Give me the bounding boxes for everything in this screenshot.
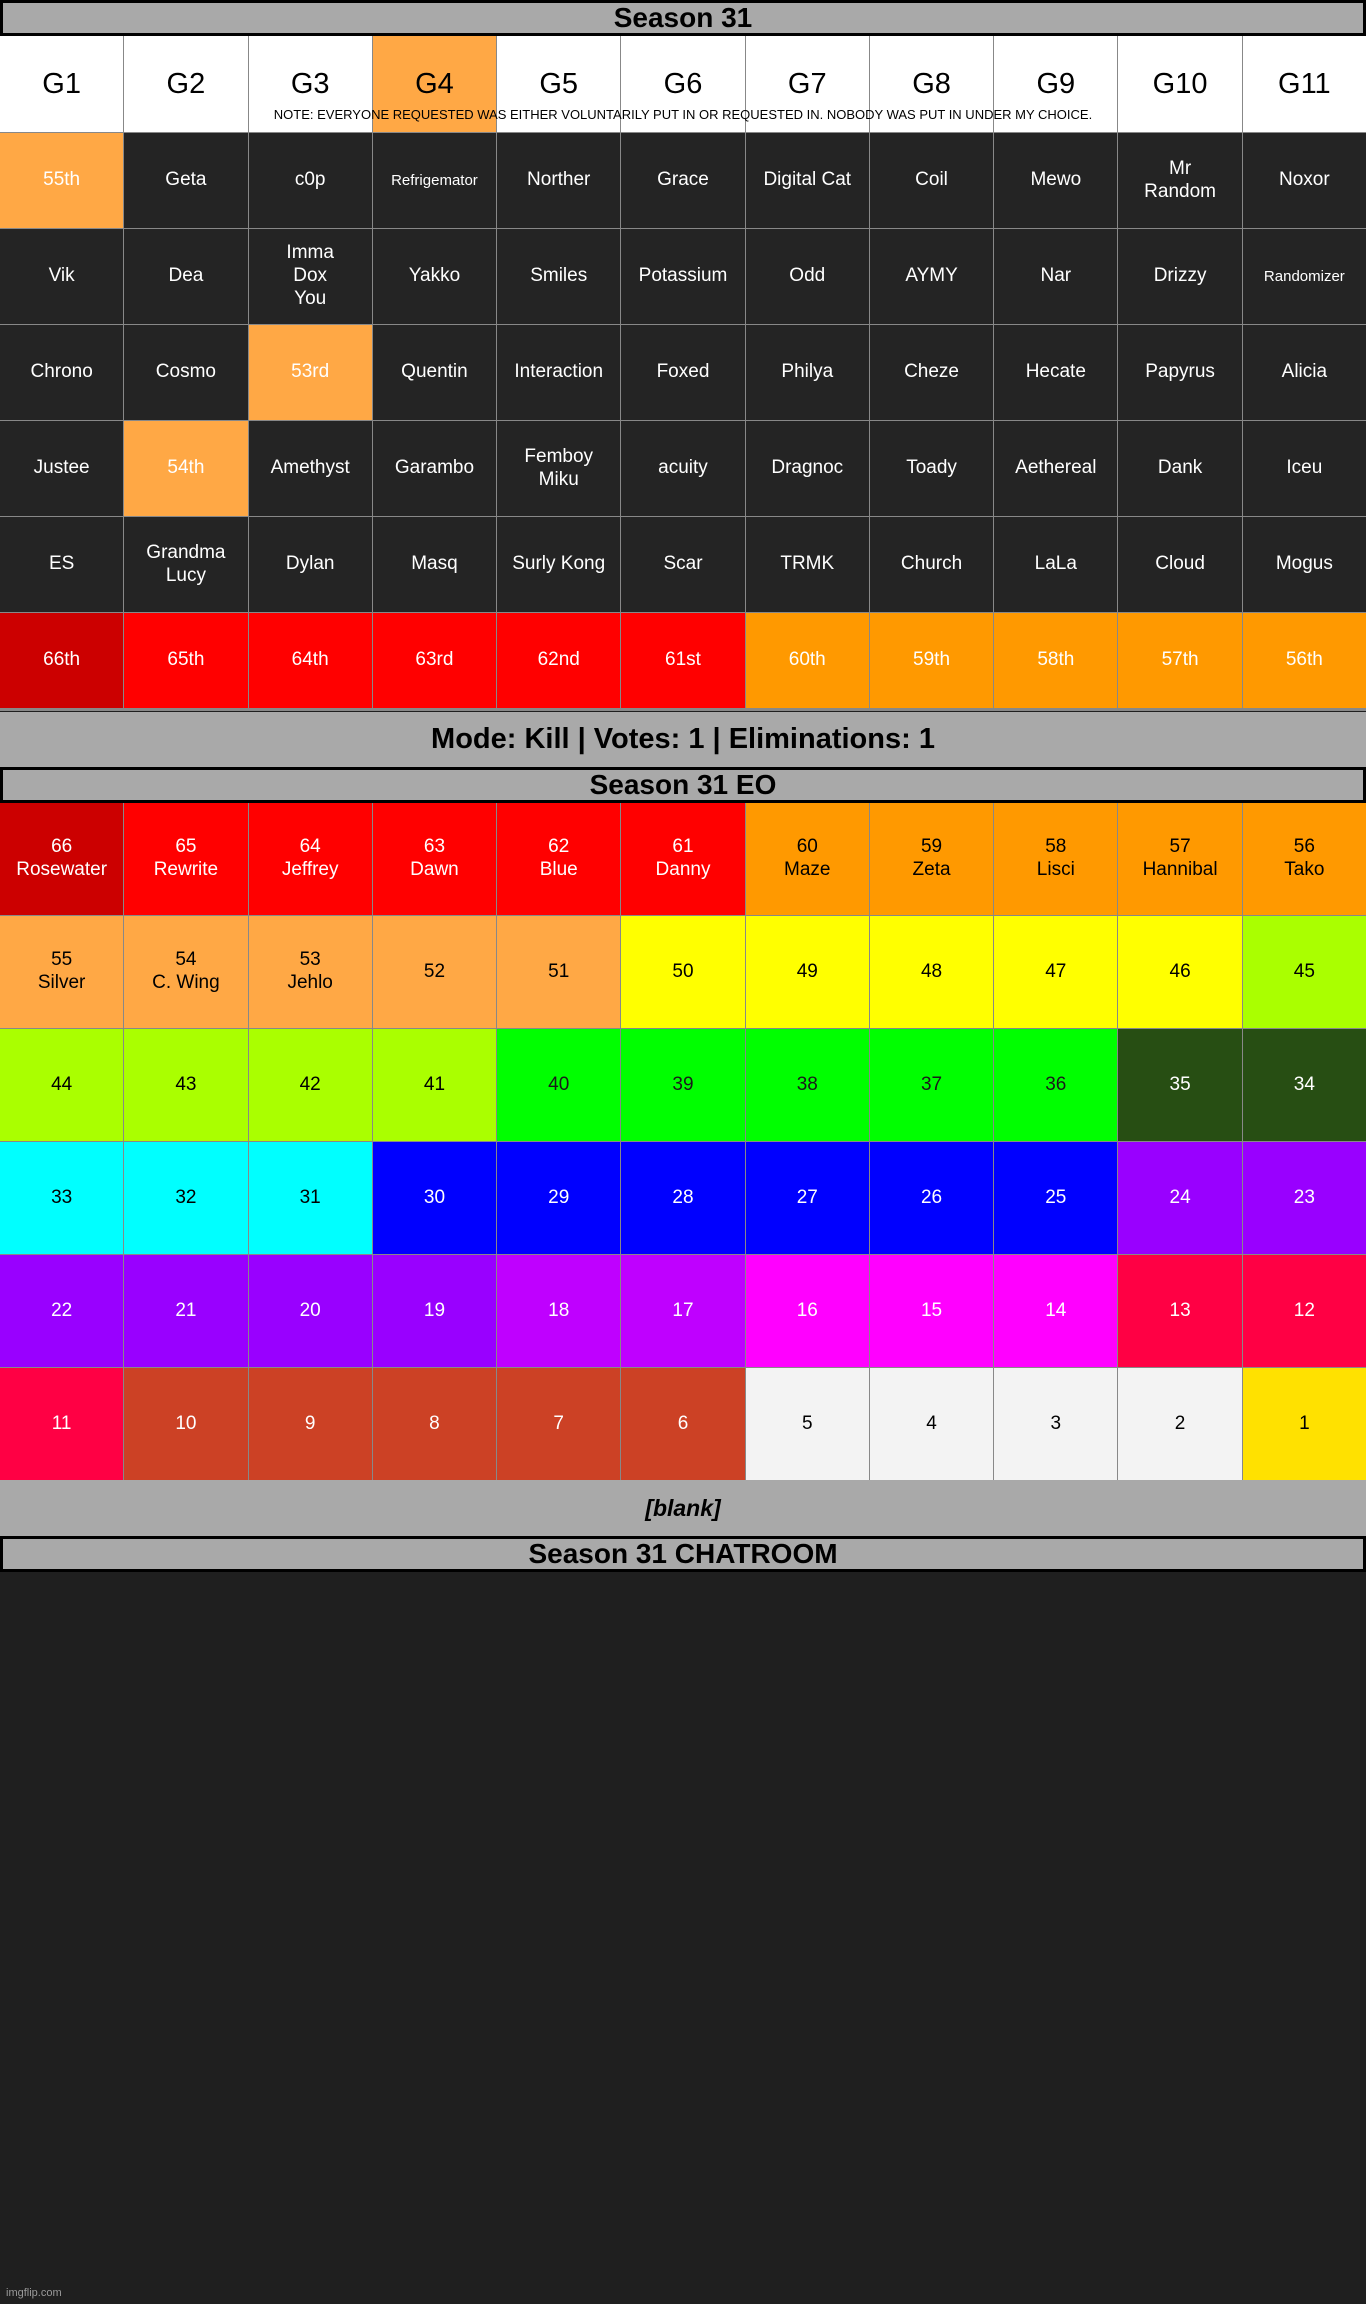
note-text: NOTE: EVERYONE REQUESTED WAS EITHER VOLUNTARILY PUT IN OR REQUESTED IN. NOBODY WAS PUT IN UNDER MY CHOICE.: [273, 107, 1093, 122]
player-cell: TRMK: [746, 517, 869, 612]
eo-rank-cell: 17: [621, 1255, 744, 1367]
player-cell: Drizzy: [1118, 229, 1241, 324]
player-cell: Hecate: [994, 325, 1117, 420]
eo-rank-cell: 66 Rosewater: [0, 803, 123, 915]
eo-rank-cell: 64 Jeffrey: [249, 803, 372, 915]
player-cell: Noxor: [1243, 133, 1366, 228]
eo-rank-cell: 7: [497, 1368, 620, 1480]
eo-rank-cell: 26: [870, 1142, 993, 1254]
eo-rank-cell: 24: [1118, 1142, 1241, 1254]
player-cell: Grace: [621, 133, 744, 228]
player-cell: Scar: [621, 517, 744, 612]
elimination-cell: 56th: [1243, 613, 1366, 708]
player-cell: LaLa: [994, 517, 1117, 612]
eo-rank-cell: 13: [1118, 1255, 1241, 1367]
eo-rank-cell: 20: [249, 1255, 372, 1367]
player-cell: Grandma Lucy: [124, 517, 247, 612]
player-cell: Cosmo: [124, 325, 247, 420]
player-cell: 54th: [124, 421, 247, 516]
player-cell: 53rd: [249, 325, 372, 420]
eo-rank-cell: 48: [870, 916, 993, 1028]
group-header-8: G8: [870, 36, 993, 132]
player-cell: Smiles: [497, 229, 620, 324]
eo-rank-cell: 15: [870, 1255, 993, 1367]
group-header-7: G7: [746, 36, 869, 132]
group-header-9: G9: [994, 36, 1117, 132]
eo-rank-cell: 25: [994, 1142, 1117, 1254]
player-cell: Vik: [0, 229, 123, 324]
player-cell: Odd: [746, 229, 869, 324]
eo-rank-cell: 27: [746, 1142, 869, 1254]
eo-rank-cell: 53 Jehlo: [249, 916, 372, 1028]
player-cell: AYMY: [870, 229, 993, 324]
player-cell: Aethereal: [994, 421, 1117, 516]
eo-rank-cell: 43: [124, 1029, 247, 1141]
eo-rank-cell: 12: [1243, 1255, 1366, 1367]
eo-rank-cell: 31: [249, 1142, 372, 1254]
eo-rank-cell: 11: [0, 1368, 123, 1480]
eo-rank-cell: 45: [1243, 916, 1366, 1028]
player-cell: Justee: [0, 421, 123, 516]
player-cell: Randomizer: [1243, 229, 1366, 324]
group-header-5: G5: [497, 36, 620, 132]
player-cell: Iceu: [1243, 421, 1366, 516]
player-cell: Mogus: [1243, 517, 1366, 612]
eo-rank-cell: 52: [373, 916, 496, 1028]
elimination-cell: 65th: [124, 613, 247, 708]
eo-rank-cell: 28: [621, 1142, 744, 1254]
eo-rank-cell: 8: [373, 1368, 496, 1480]
player-cell: Papyrus: [1118, 325, 1241, 420]
eo-rank-cell: 34: [1243, 1029, 1366, 1141]
eo-rank-cell: 54 C. Wing: [124, 916, 247, 1028]
eo-rank-cell: 58 Lisci: [994, 803, 1117, 915]
eo-rank-cell: 35: [1118, 1029, 1241, 1141]
eo-rank-cell: 37: [870, 1029, 993, 1141]
eo-rank-cell: 61 Danny: [621, 803, 744, 915]
player-cell: Dea: [124, 229, 247, 324]
player-cell: Garambo: [373, 421, 496, 516]
player-cell: Yakko: [373, 229, 496, 324]
eo-rank-cell: 42: [249, 1029, 372, 1141]
eo-rank-cell: 16: [746, 1255, 869, 1367]
eo-rank-cell: 4: [870, 1368, 993, 1480]
mode-bar: Mode: Kill | Votes: 1 | Eliminations: 1: [0, 712, 1366, 767]
eo-rank-cell: 23: [1243, 1142, 1366, 1254]
eo-rank-cell: 62 Blue: [497, 803, 620, 915]
eo-title: Season 31 EO: [0, 767, 1366, 803]
eo-rank-cell: 38: [746, 1029, 869, 1141]
player-cell: Chrono: [0, 325, 123, 420]
eo-rank-cell: 41: [373, 1029, 496, 1141]
eo-rank-cell: 19: [373, 1255, 496, 1367]
season-title: Season 31: [0, 0, 1366, 36]
eo-rank-cell: 60 Maze: [746, 803, 869, 915]
eo-rank-cell: 30: [373, 1142, 496, 1254]
eo-rank-cell: 6: [621, 1368, 744, 1480]
player-cell: Dragnoc: [746, 421, 869, 516]
eo-rank-cell: 39: [621, 1029, 744, 1141]
player-cell: Amethyst: [249, 421, 372, 516]
eo-rank-cell: 59 Zeta: [870, 803, 993, 915]
eo-grid: [0, 803, 1366, 1480]
eo-rank-cell: 22: [0, 1255, 123, 1367]
elimination-cell: 63rd: [373, 613, 496, 708]
player-cell: Cheze: [870, 325, 993, 420]
eo-rank-cell: 63 Dawn: [373, 803, 496, 915]
elimination-cell: 61st: [621, 613, 744, 708]
elimination-cell: 58th: [994, 613, 1117, 708]
chatroom-title: Season 31 CHATROOM: [0, 1536, 1366, 1572]
player-cell: Mr Random: [1118, 133, 1241, 228]
elimination-cell: 66th: [0, 613, 123, 708]
group-header-11: G11: [1243, 36, 1366, 132]
eo-rank-cell: 14: [994, 1255, 1117, 1367]
player-cell: Refrigemator: [373, 133, 496, 228]
eo-rank-cell: 10: [124, 1368, 247, 1480]
eo-rank-cell: 29: [497, 1142, 620, 1254]
player-cell: Surly Kong: [497, 517, 620, 612]
eo-rank-cell: 47: [994, 916, 1117, 1028]
player-cell: Interaction: [497, 325, 620, 420]
player-cell: Foxed: [621, 325, 744, 420]
eo-rank-cell: 33: [0, 1142, 123, 1254]
blank-bar: [blank]: [0, 1480, 1366, 1536]
player-cell: acuity: [621, 421, 744, 516]
eo-rank-cell: 21: [124, 1255, 247, 1367]
eo-rank-cell: 2: [1118, 1368, 1241, 1480]
eo-rank-cell: 57 Hannibal: [1118, 803, 1241, 915]
group-header-1: G1: [0, 36, 123, 132]
watermark: imgflip.com: [6, 2287, 62, 2299]
player-cell: Church: [870, 517, 993, 612]
eo-rank-cell: 51: [497, 916, 620, 1028]
eo-rank-cell: 49: [746, 916, 869, 1028]
player-cell: Dylan: [249, 517, 372, 612]
elimination-cell: 62nd: [497, 613, 620, 708]
player-cell: Philya: [746, 325, 869, 420]
elimination-cell: 64th: [249, 613, 372, 708]
player-cell: Mewo: [994, 133, 1117, 228]
player-cell: Imma Dox You: [249, 229, 372, 324]
elimination-cell: 59th: [870, 613, 993, 708]
player-cell: Nar: [994, 229, 1117, 324]
eo-rank-cell: 50: [621, 916, 744, 1028]
group-header-2: G2: [124, 36, 247, 132]
eo-rank-cell: 3: [994, 1368, 1117, 1480]
player-cell: Coil: [870, 133, 993, 228]
group-header-3: G3: [249, 36, 372, 132]
eo-rank-cell: 55 Silver: [0, 916, 123, 1028]
elimination-cell: 60th: [746, 613, 869, 708]
player-cell: Cloud: [1118, 517, 1241, 612]
roster-grid: [0, 36, 1366, 711]
player-cell: Dank: [1118, 421, 1241, 516]
eo-rank-cell: 56 Tako: [1243, 803, 1366, 915]
group-header-4: G4: [373, 36, 496, 132]
player-cell: ES: [0, 517, 123, 612]
elimination-cell: 57th: [1118, 613, 1241, 708]
eo-rank-cell: 1: [1243, 1368, 1366, 1480]
group-header-10: G10: [1118, 36, 1241, 132]
eo-rank-cell: 5: [746, 1368, 869, 1480]
eo-rank-cell: 9: [249, 1368, 372, 1480]
group-header-6: G6: [621, 36, 744, 132]
eo-rank-cell: 65 Rewrite: [124, 803, 247, 915]
eo-rank-cell: 36: [994, 1029, 1117, 1141]
eo-rank-cell: 18: [497, 1255, 620, 1367]
player-cell: 55th: [0, 133, 123, 228]
player-cell: Masq: [373, 517, 496, 612]
player-cell: Potassium: [621, 229, 744, 324]
player-cell: Digital Cat: [746, 133, 869, 228]
player-cell: Alicia: [1243, 325, 1366, 420]
player-cell: Femboy Miku: [497, 421, 620, 516]
eo-rank-cell: 32: [124, 1142, 247, 1254]
eo-rank-cell: 46: [1118, 916, 1241, 1028]
player-cell: Geta: [124, 133, 247, 228]
eo-rank-cell: 44: [0, 1029, 123, 1141]
eo-rank-cell: 40: [497, 1029, 620, 1141]
player-cell: Norther: [497, 133, 620, 228]
player-cell: Quentin: [373, 325, 496, 420]
player-cell: Toady: [870, 421, 993, 516]
player-cell: c0p: [249, 133, 372, 228]
